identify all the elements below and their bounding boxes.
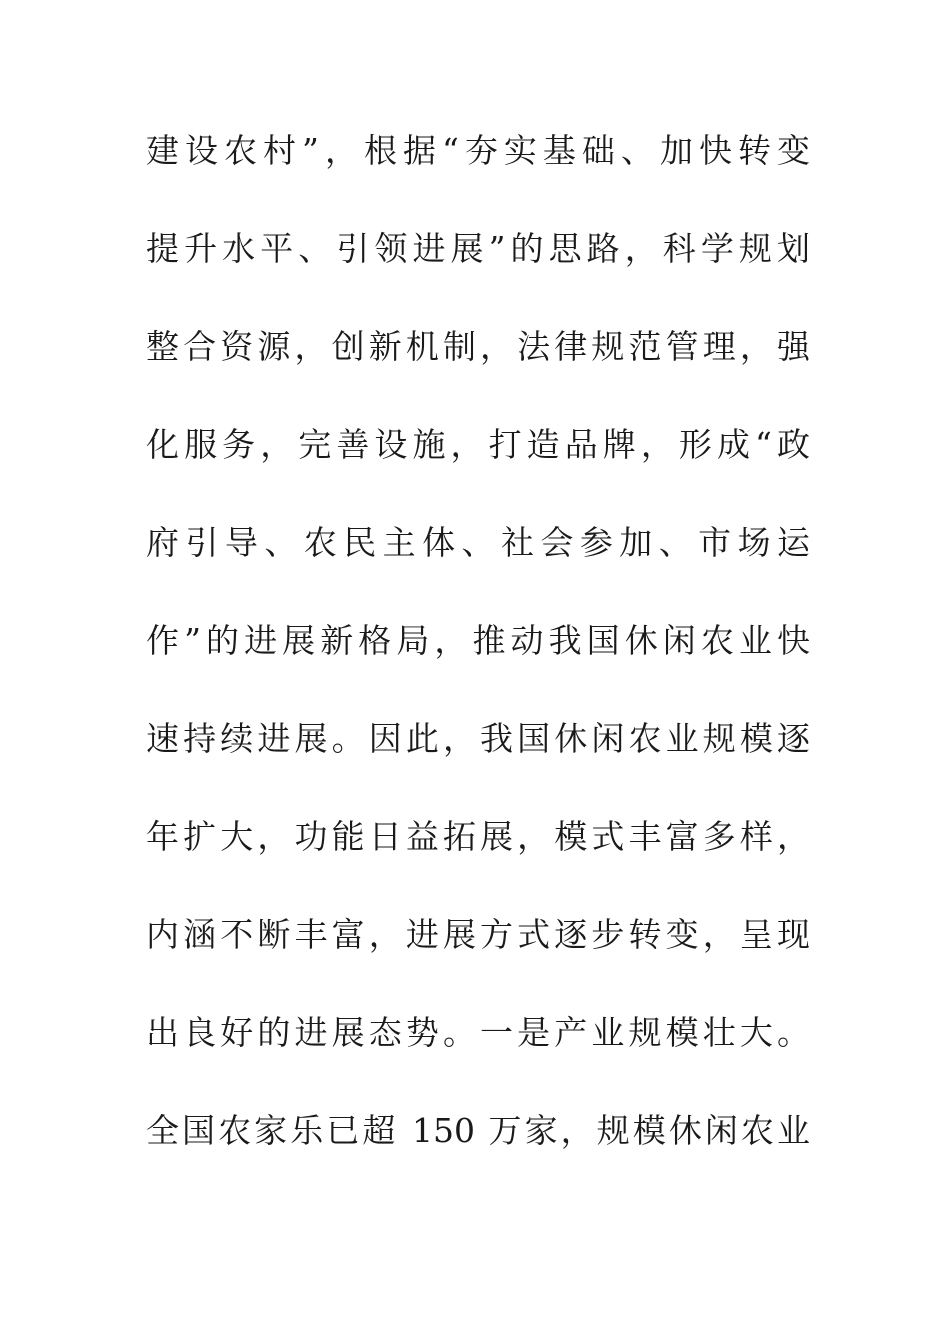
- text-line: 全国农家乐已超 150 万家，规模休闲农业: [146, 1111, 810, 1150]
- text-line: 整合资源，创新机制，法律规范管理，强: [146, 327, 810, 366]
- text-line: 速持续进展。因此，我国休闲农业规模逐: [146, 719, 810, 758]
- text-line: 化服务，完善设施，打造品牌，形成“政: [146, 425, 810, 464]
- text-line: 作”的进展新格局，推动我国休闲农业快: [146, 621, 810, 660]
- text-line: 出良好的进展态势。一是产业规模壮大。: [146, 1013, 810, 1052]
- text-line: 年扩大，功能日益拓展，模式丰富多样，: [146, 817, 810, 856]
- text-line: 提升水平、引领进展”的思路，科学规划: [146, 229, 810, 268]
- text-line: 府引导、农民主体、社会参加、市场运: [146, 523, 810, 562]
- text-line: 内涵不断丰富，进展方式逐步转变，呈现: [146, 915, 810, 954]
- text-line: 建设农村”，根据“夯实基础、加快转变: [146, 131, 810, 170]
- body-text: [146, 121, 810, 1199]
